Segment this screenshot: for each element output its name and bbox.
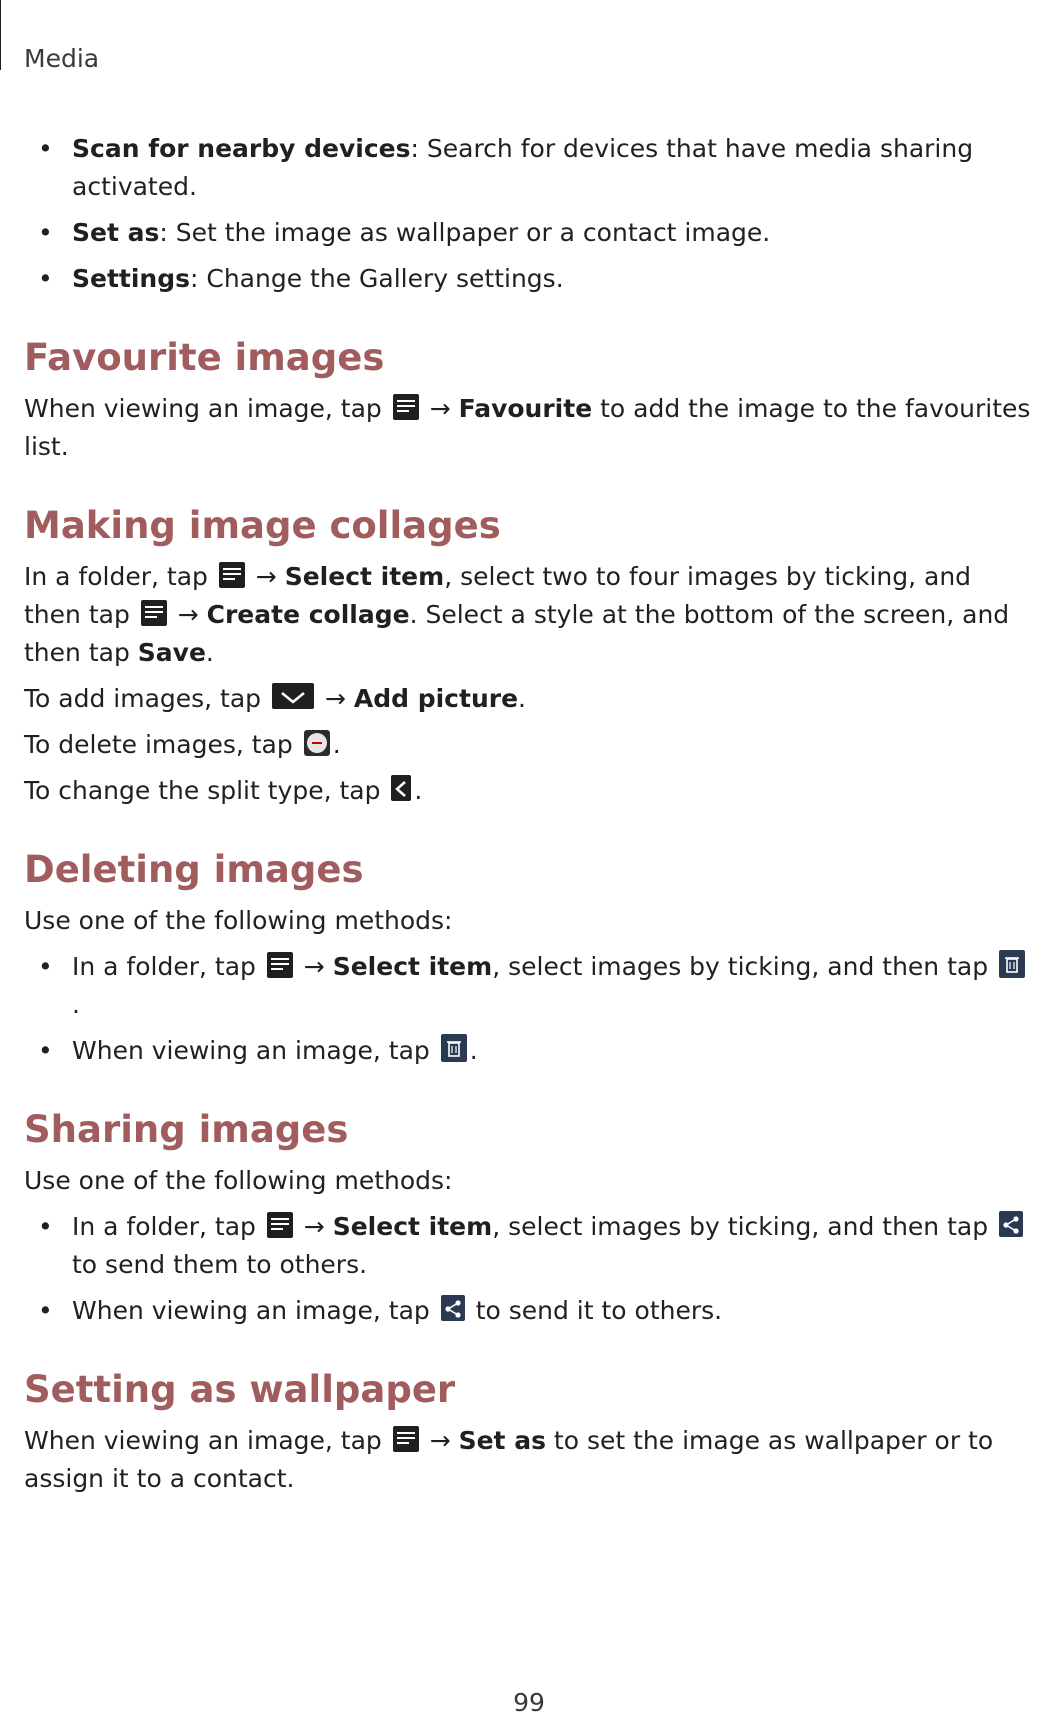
term: Save bbox=[137, 638, 206, 667]
bullet-mark: • bbox=[38, 1036, 53, 1065]
menu-icon bbox=[141, 600, 167, 626]
trash-icon bbox=[441, 1034, 467, 1062]
text: When viewing an image, tap bbox=[72, 1036, 430, 1065]
list-item bbox=[24, 948, 1034, 1024]
arrow: → bbox=[303, 952, 325, 981]
term: Add picture bbox=[353, 684, 519, 713]
term: Select item bbox=[332, 1212, 493, 1241]
arrow: → bbox=[303, 1212, 325, 1241]
term: Settings bbox=[72, 264, 191, 293]
deleting-intro: Use one of the following methods: bbox=[24, 906, 453, 935]
term: Set as bbox=[458, 1426, 546, 1455]
section-heading-deleting: Deleting images bbox=[24, 848, 364, 891]
remove-icon bbox=[304, 730, 330, 756]
menu-icon bbox=[393, 394, 419, 420]
bullet-mark: • bbox=[38, 264, 53, 293]
menu-icon bbox=[393, 1426, 419, 1452]
share-icon bbox=[999, 1211, 1023, 1237]
term: Scan for nearby devices bbox=[72, 134, 411, 163]
favourite-paragraph bbox=[24, 390, 1034, 466]
list-item bbox=[24, 1292, 1034, 1330]
text: In a folder, tap bbox=[72, 1212, 256, 1241]
text: . bbox=[332, 730, 341, 759]
text: . bbox=[518, 684, 526, 713]
chevron-left-icon bbox=[391, 775, 411, 801]
bullet-mark: • bbox=[38, 1212, 53, 1241]
trash-icon bbox=[999, 950, 1025, 978]
text: To add images, tap bbox=[24, 684, 262, 713]
text: , select two to four images by ticking, and then tap bbox=[24, 562, 972, 629]
menu-icon bbox=[267, 1212, 293, 1238]
text: To change the split type, tap bbox=[24, 776, 381, 805]
text: When viewing an image, tap bbox=[24, 394, 382, 423]
term: Select item bbox=[332, 952, 493, 981]
bullet-mark: • bbox=[38, 218, 53, 247]
menu-icon bbox=[267, 952, 293, 978]
collages-paragraph-1 bbox=[24, 558, 1034, 672]
bullet-mark: • bbox=[38, 1296, 53, 1325]
text: In a folder, tap bbox=[72, 952, 256, 981]
text: . bbox=[205, 638, 214, 667]
text: , select images by ticking, and then tap bbox=[492, 1212, 989, 1241]
arrow: → bbox=[429, 1426, 451, 1455]
term: Create collage bbox=[206, 600, 410, 629]
text: , select images by ticking, and then tap bbox=[492, 952, 989, 981]
text: In a folder, tap bbox=[24, 562, 208, 591]
wallpaper-paragraph bbox=[24, 1422, 1034, 1498]
description: : Search for devices that have media sharing activated. bbox=[72, 134, 974, 201]
share-icon bbox=[441, 1295, 465, 1321]
text: to send them to others. bbox=[72, 1250, 368, 1279]
text: to set the image as wallpaper or to assign it to a contact. bbox=[24, 1426, 994, 1493]
list-item bbox=[24, 260, 1034, 298]
text: . bbox=[469, 1036, 478, 1065]
list-item bbox=[24, 1032, 1034, 1070]
term: Set as bbox=[72, 218, 160, 247]
page-content bbox=[24, 130, 1034, 1506]
arrow: → bbox=[324, 684, 346, 713]
list-item bbox=[24, 130, 1034, 206]
text: When viewing an image, tap bbox=[24, 1426, 382, 1455]
page-number: 99 bbox=[513, 1688, 545, 1717]
bullet-mark: • bbox=[38, 952, 53, 981]
bullet-mark: • bbox=[38, 134, 53, 163]
text: to send it to others. bbox=[475, 1296, 723, 1325]
collages-paragraph-3 bbox=[24, 726, 1034, 764]
description: : Change the Gallery settings. bbox=[190, 264, 564, 293]
text: . Select a style at the bottom of the screen, and then tap bbox=[24, 600, 1010, 667]
menu-icon bbox=[219, 562, 245, 588]
text: . bbox=[72, 990, 80, 1019]
description: : Set the image as wallpaper or a contact image. bbox=[159, 218, 771, 247]
collages-paragraph-4 bbox=[24, 772, 1034, 810]
section-heading-sharing: Sharing images bbox=[24, 1108, 349, 1151]
text: . bbox=[414, 776, 423, 805]
text: to add the image to the favourites list. bbox=[24, 394, 1031, 461]
header-rule bbox=[0, 0, 1, 70]
arrow: → bbox=[177, 600, 199, 629]
arrow: → bbox=[429, 394, 451, 423]
section-heading-wallpaper: Setting as wallpaper bbox=[24, 1368, 456, 1411]
term: Favourite bbox=[458, 394, 593, 423]
text: To delete images, tap bbox=[24, 730, 293, 759]
section-heading-favourite: Favourite images bbox=[24, 336, 385, 379]
collages-paragraph-2 bbox=[24, 680, 1034, 718]
term: Select item bbox=[284, 562, 445, 591]
list-item bbox=[24, 214, 1034, 252]
text: When viewing an image, tap bbox=[72, 1296, 430, 1325]
sharing-intro: Use one of the following methods: bbox=[24, 1166, 453, 1195]
section-heading-collages: Making image collages bbox=[24, 504, 501, 547]
arrow: → bbox=[255, 562, 277, 591]
page-header-title: Media bbox=[24, 44, 100, 73]
chevron-down-icon bbox=[272, 683, 314, 709]
list-item bbox=[24, 1208, 1034, 1284]
